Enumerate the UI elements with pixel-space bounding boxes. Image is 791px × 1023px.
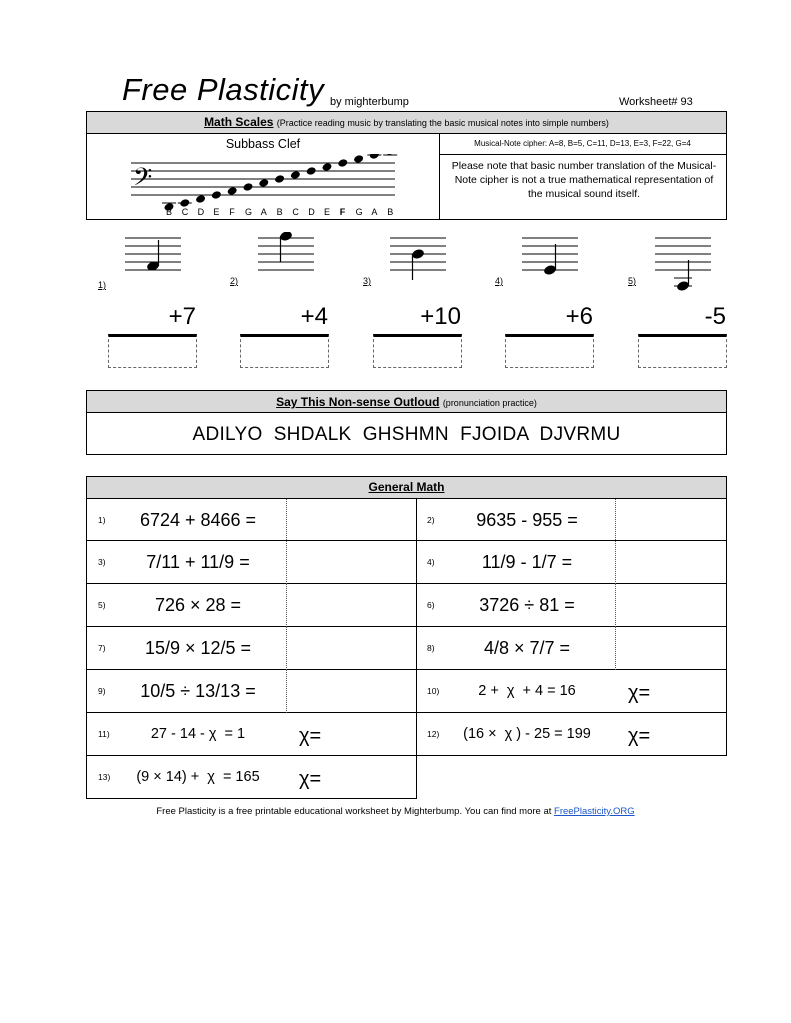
- footer: [0, 806, 791, 817]
- answer-box[interactable]: [373, 334, 462, 368]
- problem-expression: 10/5 ÷ 13/13 =: [140, 680, 256, 701]
- math-problem-cell: [416, 541, 727, 584]
- note-letter: C: [292, 207, 299, 217]
- problem-expression: 9635 - 955 =: [476, 509, 578, 530]
- math-scales-title: Math Scales: [204, 115, 274, 129]
- answer-area[interactable]: [287, 670, 416, 712]
- variable-answer-label: χ=: [628, 724, 651, 747]
- answer-area[interactable]: [616, 627, 725, 669]
- problem-expression: 2 + χ + 4 = 16: [478, 682, 576, 699]
- pronunciation-subtitle: (pronunciation practice): [442, 398, 537, 408]
- scale-note: [306, 166, 317, 176]
- variable-answer-label: χ=: [299, 724, 322, 747]
- worksheet-number: Worksheet# 93: [619, 96, 693, 108]
- math-scales-section: [86, 111, 727, 220]
- problem-number: 11): [98, 728, 110, 739]
- math-problem-cell: [86, 498, 417, 541]
- general-math-grid: [86, 498, 727, 799]
- problem-expression: 726 × 28 =: [154, 594, 242, 615]
- general-math-header: [87, 477, 727, 499]
- brand-title: Free Plasticity: [122, 72, 325, 107]
- note-letter: B: [387, 207, 394, 217]
- math-problem-cell: [86, 670, 417, 713]
- pronunciation-section: [86, 390, 727, 455]
- variable-answer-label: χ=: [299, 767, 322, 790]
- bass-clef-staff: [131, 154, 401, 214]
- answer-box[interactable]: [108, 334, 197, 368]
- scale-note: [258, 178, 269, 188]
- math-problem-cell: [86, 541, 417, 584]
- variable-answer-label: χ=: [628, 681, 651, 704]
- nonsense-words: ADILYO SHDALK GHSHMN FJOIDA DJVRMU: [192, 424, 621, 445]
- clef-panel: [87, 134, 440, 219]
- bass-clef-icon: 𝄢: [133, 163, 153, 198]
- answer-area[interactable]: [287, 627, 416, 669]
- math-problem-cell: [416, 627, 727, 670]
- problem-expression: 27 - 14 - χ = 1: [150, 725, 246, 742]
- math-problem-cell: [416, 584, 727, 627]
- math-problem-cell: [416, 713, 727, 756]
- problem-staff: [522, 232, 582, 292]
- answer-area[interactable]: [616, 541, 725, 583]
- answer-area[interactable]: [287, 584, 416, 626]
- scale-note: [211, 190, 222, 200]
- cipher-note: Please note that basic number translation of the Musical-Note cipher is not a true mathematical representation of the musical sound itself.: [451, 160, 717, 200]
- problem-number: 7): [98, 642, 106, 653]
- problem-number: 13): [98, 771, 111, 782]
- problem-expression: 6724 + 8466 =: [139, 509, 257, 530]
- note-letter: G: [245, 207, 253, 217]
- problem-label: 2): [230, 276, 239, 286]
- math-problem-cell: [86, 627, 417, 670]
- general-math-title: General Math: [368, 480, 445, 494]
- problem-label: 3): [363, 276, 372, 286]
- problem-label: 5): [628, 276, 637, 286]
- clef-title: Subbass Clef: [225, 137, 301, 151]
- problem-operator: +6: [565, 303, 593, 330]
- answer-box[interactable]: [505, 334, 594, 368]
- problem-expression: 4/8 × 7/7 =: [483, 637, 571, 658]
- problem-staff: [655, 232, 715, 292]
- general-math-section: [86, 476, 727, 798]
- scale-note: [274, 174, 285, 184]
- problem-operator: +4: [300, 303, 328, 330]
- problem-number: 6): [427, 599, 435, 610]
- scale-note: [227, 186, 238, 196]
- answer-box[interactable]: [240, 334, 329, 368]
- problem-expression: (16 × χ ) - 25 = 199: [463, 725, 591, 742]
- problem-staff: [125, 232, 185, 292]
- math-scales-subtitle: (Practice reading music by translating the basic musical notes into simple numbers): [276, 118, 609, 128]
- cipher-text: Musical-Note cipher: A=8, B=5, C=11, D=13, E=3, F=22, G=4: [439, 134, 726, 155]
- problem-staff: [390, 232, 450, 292]
- problem-label: 4): [495, 276, 504, 286]
- note-letters: [87, 207, 439, 219]
- math-problem-cell: [86, 584, 417, 627]
- note-letter: D: [197, 207, 205, 217]
- problem-number: 8): [427, 642, 435, 653]
- problem-number: 12): [427, 728, 440, 739]
- problem-expression: 7/11 + 11/9 =: [146, 551, 250, 572]
- math-scales-header: [87, 112, 726, 134]
- note-letter: G: [355, 207, 363, 217]
- note-letter: B: [166, 207, 173, 217]
- math-problem-cell: [86, 756, 417, 799]
- scale-note: [195, 194, 206, 204]
- math-problem-cell: [416, 670, 727, 713]
- scale-note: [322, 162, 333, 172]
- scale-note: [337, 158, 348, 168]
- note-letter: B: [276, 207, 283, 217]
- note-letter: A: [371, 207, 378, 217]
- answer-box[interactable]: [638, 334, 727, 368]
- problem-number: 1): [98, 514, 106, 525]
- problem-expression: 11/9 - 1/7 =: [481, 551, 573, 572]
- note-letter: E: [324, 207, 331, 217]
- note-letter: A: [260, 207, 267, 217]
- problem-expression: (9 × 14) + χ = 165: [136, 768, 260, 785]
- note-letter: F: [339, 207, 346, 217]
- answer-area[interactable]: [616, 499, 725, 541]
- math-problem-cell: [416, 498, 727, 541]
- scale-note: [290, 170, 301, 180]
- problem-operator: +10: [420, 303, 461, 330]
- problem-expression: 15/9 × 12/5 =: [144, 637, 252, 658]
- problem-number: 3): [98, 556, 106, 567]
- answer-area[interactable]: [287, 499, 416, 541]
- scale-note: [353, 154, 364, 164]
- pronunciation-title: Say This Non-sense Outloud: [276, 395, 440, 409]
- problem-number: 5): [98, 599, 106, 610]
- note-letter: F: [229, 207, 235, 217]
- byline: by mighterbump: [330, 96, 409, 108]
- problem-number: 2): [427, 514, 435, 525]
- problem-operator: -5: [704, 303, 726, 330]
- problem-staff: [258, 232, 318, 292]
- footer-text: Free Plasticity is a free printable educational worksheet by Mighterbump. You can find more at: [156, 806, 555, 817]
- pronunciation-header: [87, 391, 726, 413]
- problem-label: 1): [98, 280, 107, 290]
- problem-number: 10): [427, 685, 440, 696]
- problem-operator: +7: [168, 303, 196, 330]
- problem-expression: 3726 ÷ 81 =: [479, 594, 575, 615]
- answer-area[interactable]: [616, 584, 725, 626]
- answer-area[interactable]: [287, 541, 416, 583]
- problem-number: 9): [98, 685, 106, 696]
- problem-number: 4): [427, 556, 435, 567]
- scale-note: [243, 182, 254, 192]
- math-problem-cell: [86, 713, 417, 756]
- footer-link[interactable]: FreePlasticity.ORG: [554, 806, 635, 817]
- note-letter: C: [181, 207, 189, 217]
- note-letter: E: [213, 207, 220, 217]
- note-letter: D: [308, 207, 315, 217]
